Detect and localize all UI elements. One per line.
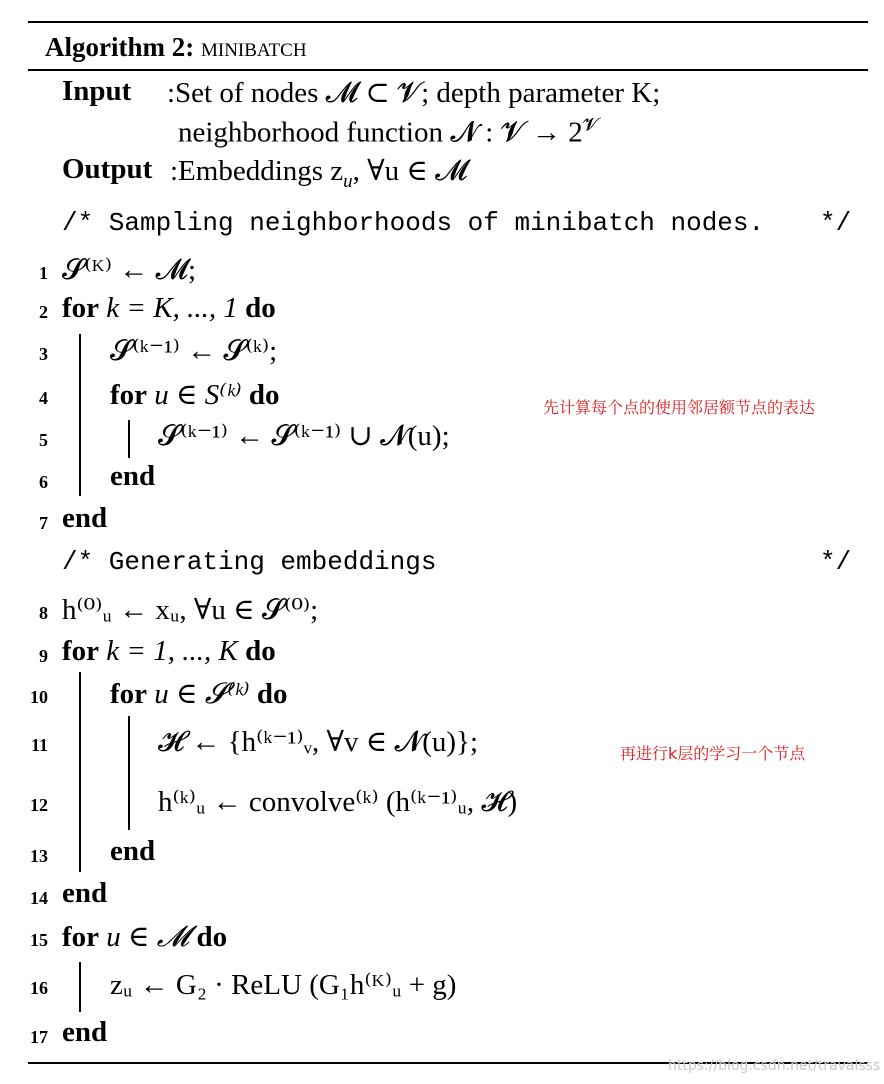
line-number: 15	[30, 930, 48, 950]
comment-embeddings: /* Generating embeddings	[62, 547, 437, 577]
code-line-17: end	[62, 1016, 108, 1048]
line-number: 10	[30, 687, 48, 707]
comment-sampling: /* Sampling neighborhoods of minibatch nodes.	[62, 208, 765, 238]
line-number: 5	[39, 430, 48, 450]
comment-sampling-end: */	[820, 208, 852, 238]
line-number: 17	[30, 1027, 48, 1047]
code-line-10	[110, 676, 288, 711]
output-text-tail: , ∀u ∈ 𝓜	[352, 155, 468, 187]
code-line-16: zᵤ ← G₂ · ReLU (G₁h⁽ᴷ⁾ᵤ + g)	[110, 969, 457, 1001]
keyword-for: for	[62, 921, 100, 953]
annotation-note-1: 先计算每个点的使用邻居额节点的表达	[543, 398, 816, 417]
code-line-15-text: u ∈ 𝓜	[99, 921, 197, 953]
line-number: 6	[39, 472, 48, 492]
comment-embeddings-end: */	[820, 547, 852, 577]
code-line-7: end	[62, 502, 108, 534]
code-line-4	[110, 377, 280, 412]
line-number: 16	[30, 978, 48, 998]
top-rule	[28, 21, 868, 23]
output-text-sub: u	[343, 170, 353, 192]
keyword-do: do	[196, 921, 228, 953]
code-line-8: h⁽⁰⁾ᵤ ← xᵤ, ∀u ∈ 𝓢⁽⁰⁾;	[62, 594, 319, 626]
output-text-main: :Embeddings z	[170, 155, 344, 187]
algorithm-title	[45, 32, 307, 63]
block-bar-for-k-1	[79, 334, 81, 496]
input-line-2-sup: 𝓥	[582, 115, 599, 136]
code-line-13: end	[110, 835, 156, 867]
code-line-9-text: k = 1, ..., K	[99, 635, 246, 667]
line-number: 13	[30, 846, 48, 866]
keyword-for: for	[62, 292, 100, 324]
code-line-10-text: u ∈ 𝓢⁽ᵏ⁾	[147, 678, 257, 710]
code-line-11: 𝓗 ← {h⁽ᵏ⁻¹⁾ᵥ, ∀v ∈ 𝓝(u)};	[158, 726, 479, 758]
input-line-2-text: neighborhood function 𝓝 : 𝓥 → 2	[178, 116, 583, 149]
line-number: 8	[39, 603, 48, 623]
line-number: 11	[30, 735, 48, 755]
code-line-1: 𝓢⁽ᴷ⁾ ← 𝓜;	[62, 254, 197, 286]
code-line-15	[62, 919, 227, 954]
line-number: 12	[30, 795, 48, 815]
keyword-for: for	[110, 379, 148, 411]
line-number: 7	[39, 513, 48, 533]
code-line-14: end	[62, 877, 108, 909]
keyword-do: do	[245, 292, 276, 324]
algorithm-title-name: minibatch	[200, 32, 307, 62]
output-text	[170, 153, 468, 193]
keyword-do: do	[245, 635, 276, 667]
line-number: 3	[39, 344, 48, 364]
block-bar-for-u-1	[128, 420, 130, 458]
annotation-note-2: 再进行k层的学习一个节点	[620, 744, 806, 763]
line-number: 9	[39, 646, 48, 666]
output-label: Output	[62, 153, 153, 185]
code-line-4-text: u ∈ S⁽ᵏ⁾	[147, 379, 249, 411]
code-line-12: h⁽ᵏ⁾ᵤ ← convolve⁽ᵏ⁾ (h⁽ᵏ⁻¹⁾ᵤ, 𝓗)	[158, 786, 518, 818]
watermark: https://blog.csdn.net/travalsss	[668, 1058, 881, 1074]
line-number: 2	[39, 302, 48, 322]
title-rule	[28, 69, 868, 71]
code-line-3: 𝓢⁽ᵏ⁻¹⁾ ← 𝓢⁽ᵏ⁾;	[110, 335, 278, 367]
input-label: Input	[62, 75, 132, 107]
input-line-1: :Set of nodes 𝓜 ⊂ 𝓥; depth parameter K;	[167, 77, 661, 109]
line-number: 1	[39, 263, 48, 283]
code-line-5: 𝓢⁽ᵏ⁻¹⁾ ← 𝓢⁽ᵏ⁻¹⁾ ∪ 𝓝(u);	[158, 420, 450, 452]
algorithm-title-prefix: Algorithm 2:	[45, 32, 195, 62]
code-line-6: end	[110, 460, 156, 492]
keyword-do: do	[256, 678, 288, 710]
keyword-do: do	[248, 379, 280, 411]
code-line-2	[62, 292, 276, 325]
block-bar-for-k-2	[79, 672, 81, 872]
code-line-9	[62, 635, 276, 668]
line-number: 4	[39, 388, 48, 408]
keyword-for: for	[110, 678, 148, 710]
code-line-2-text: k = K, ..., 1	[99, 292, 246, 324]
block-bar-for-u-2	[128, 716, 130, 830]
block-bar-for-u-3	[79, 962, 81, 1012]
keyword-for: for	[62, 635, 100, 667]
input-line-2	[178, 115, 598, 150]
line-number: 14	[30, 888, 48, 908]
